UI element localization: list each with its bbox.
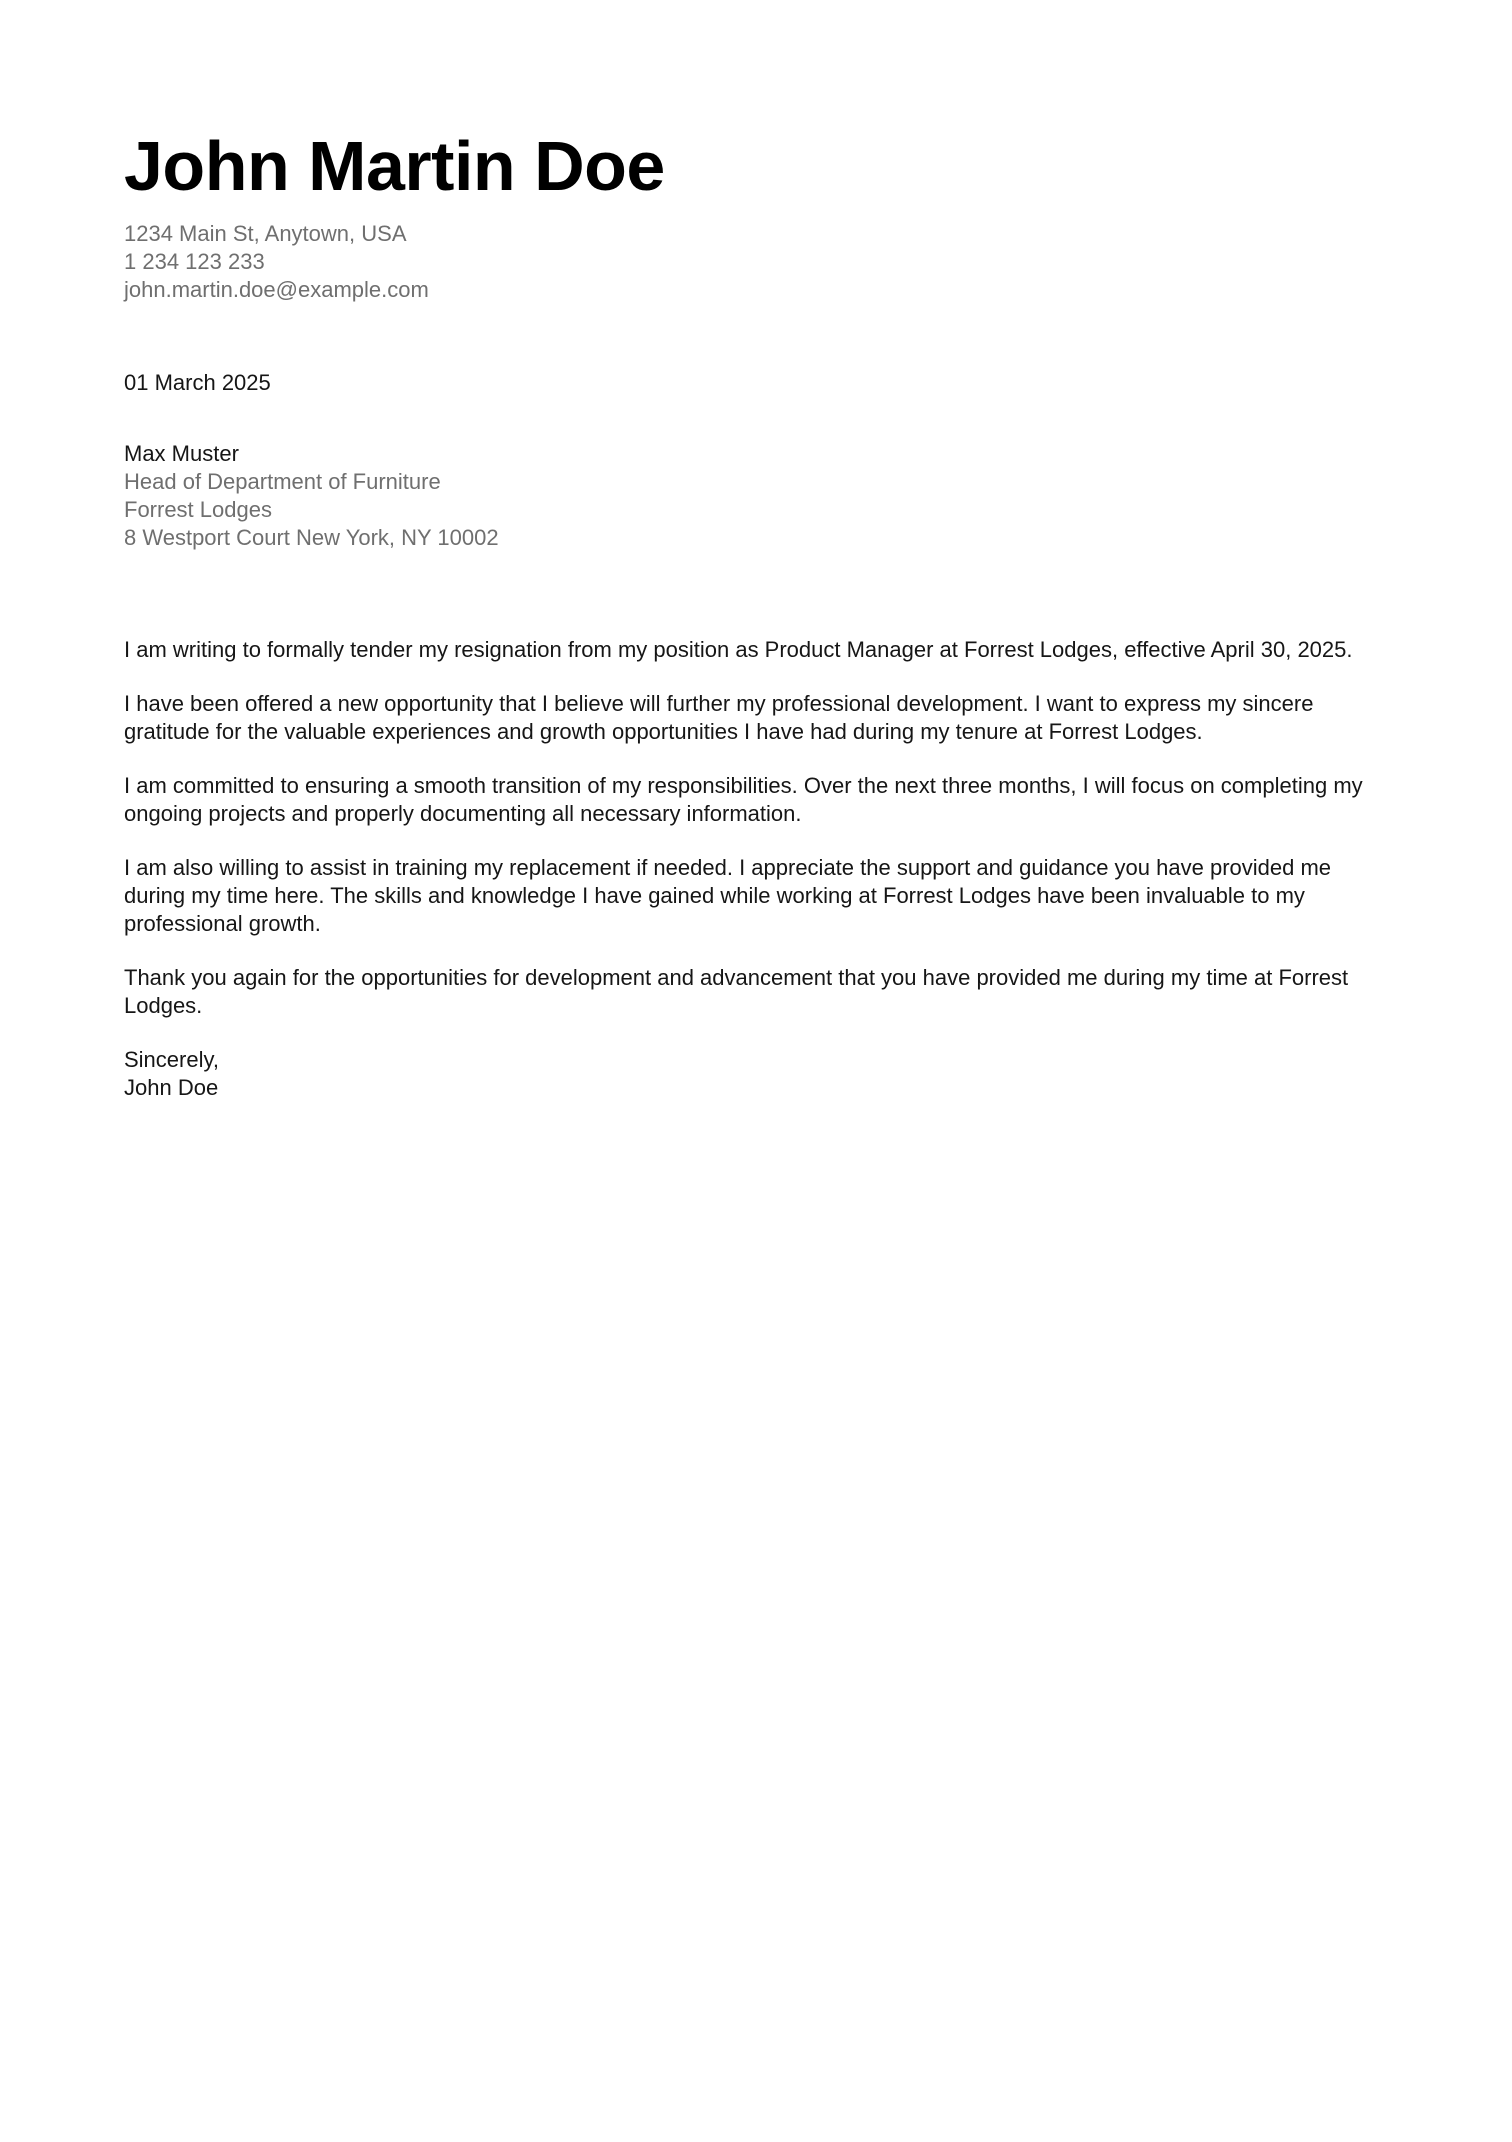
recipient-company: Forrest Lodges xyxy=(124,497,272,522)
sender-address: 1234 Main St, Anytown, USA xyxy=(124,221,407,246)
sender-phone: 1 234 123 233 xyxy=(124,249,265,274)
body-paragraph: Thank you again for the opportunities for development and advancement that you have provided me during my time at Forrest Lodges. xyxy=(124,965,1349,1018)
letter-body xyxy=(124,636,1388,1102)
signature-name: John Doe xyxy=(124,1075,219,1100)
recipient-address: 8 Westport Court New York, NY 10002 xyxy=(124,525,499,550)
recipient-job-title: Head of Department of Furniture xyxy=(124,469,441,494)
body-paragraph: I am committed to ensuring a smooth transition of my responsibilities. Over the next three months, I will focus on completing my ongoing projects and properly documenting all necessary information. xyxy=(124,773,1363,826)
body-paragraph: I am writing to formally tender my resignation from my position as Product Manager at Forrest Lodges, effective April 30, 2025. xyxy=(124,637,1353,662)
recipient-name: Max Muster xyxy=(124,441,239,466)
letter-date: 01 March 2025 xyxy=(124,370,271,395)
body-paragraph: I am also willing to assist in training my replacement if needed. I appreciate the support and guidance you have provided me during my time here. The skills and knowledge I have gained while working at Forrest Lodges have been invaluable to my professional growth. xyxy=(124,855,1332,936)
signoff-block xyxy=(124,1046,1388,1102)
sender-name-heading: John Martin Doe xyxy=(124,127,665,205)
body-paragraph: I have been offered a new opportunity that I believe will further my professional development. I want to express my sincere gratitude for the valuable experiences and growth opportunities I have had during my tenure at Forrest Lodges. xyxy=(124,691,1314,744)
closing-line: Sincerely, xyxy=(124,1047,219,1072)
sender-contact-block xyxy=(124,220,1388,304)
sender-email: john.martin.doe@example.com xyxy=(124,277,429,302)
recipient-block xyxy=(124,440,1388,552)
